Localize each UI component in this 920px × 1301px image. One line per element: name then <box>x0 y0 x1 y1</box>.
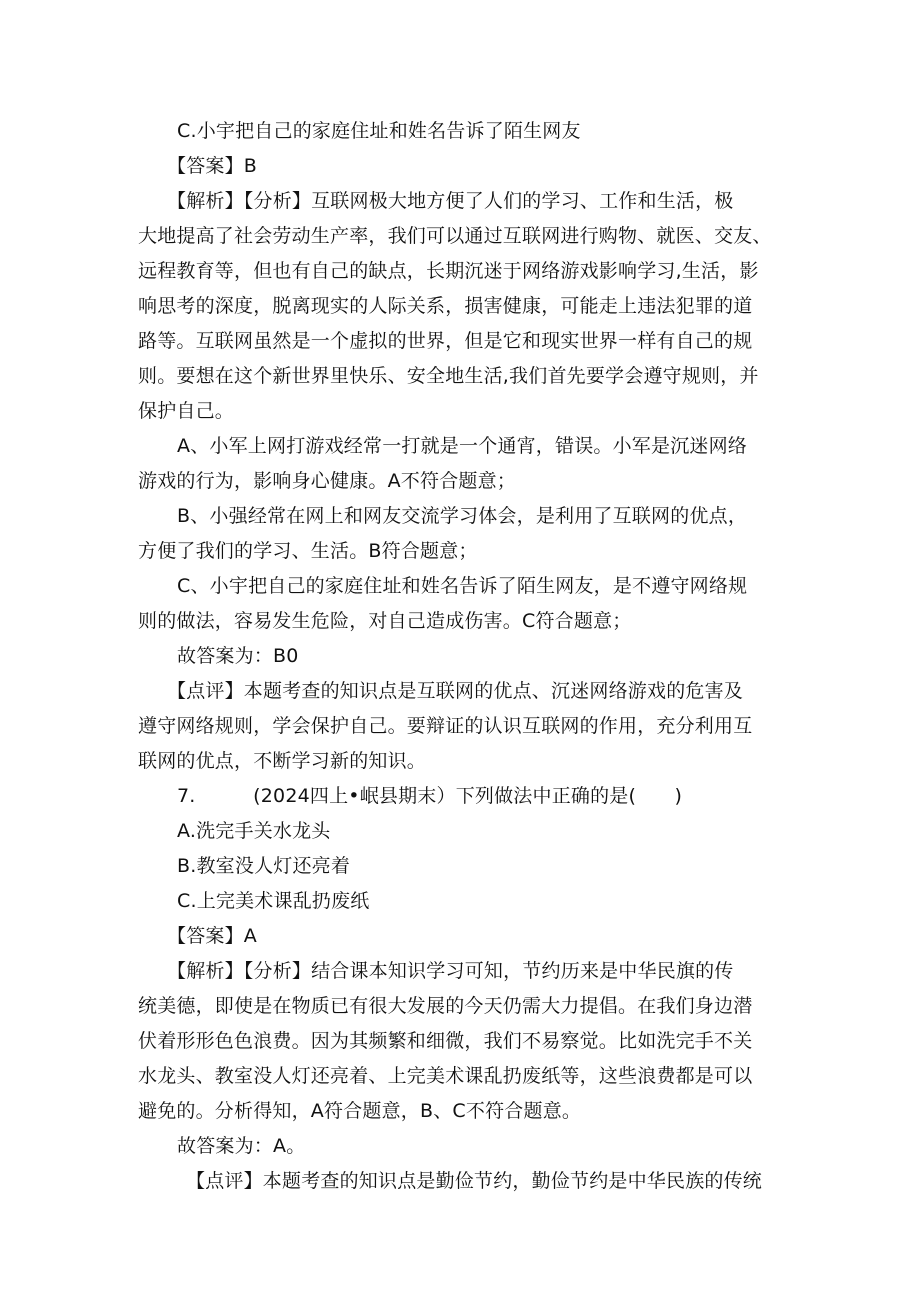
option-analysis-line: B、小强经常在网上和网友交流学习体会，是利用了互联网的优点， <box>177 505 748 527</box>
comment-line: 【点评】本题考查的知识点是勤俭节约，勤俭节约是中华民族的传统 <box>186 1170 763 1192</box>
analysis-line: 【解析】【分析】结合课本知识学习可知，节约历来是中华民旗的传 <box>167 960 734 982</box>
analysis-line: 避免的。分析得知，A符合题意，B、C不符合题意。 <box>138 1100 582 1122</box>
analysis-line: 则。要想在这个新世界里快乐、安全地生活,我们首先要学会遵守规则，并 <box>138 365 759 387</box>
final-answer-line: 故答案为：B0 <box>177 645 299 667</box>
analysis-line: 保护自己。 <box>138 400 235 422</box>
option-c-line: C.上完美术课乱扔废纸 <box>177 890 370 912</box>
analysis-line: 水龙头、教室没人灯还亮着、上完美术课乱扔废纸等，这些浪费都是可以 <box>138 1065 753 1087</box>
option-analysis-line: C、小宇把自己的家庭住址和姓名告诉了陌生网友，是不遵守网络规 <box>177 575 748 597</box>
analysis-line: 路等。互联网虽然是一个虚拟的世界，但是它和现实世界一样有自己的规 <box>138 330 753 352</box>
analysis-line: 远程教育等，但也有自己的缺点，长期沉迷于网络游戏影响学习,生活，影 <box>138 260 759 282</box>
analysis-line: 响思考的深度，脱离现实的人际关系，损害健康，可能走上违法犯罪的道 <box>138 295 753 317</box>
comment-line: 【点评】本题考查的知识点是互联网的优点、沉迷网络游戏的危害及 <box>167 680 744 702</box>
option-analysis-line: 方便了我们的学习、生活。B符合题意； <box>138 540 478 562</box>
answer-label: 【答案】A <box>167 925 257 947</box>
option-analysis-line: 游戏的行为，影响身心健康。A不符合题意； <box>138 470 516 492</box>
option-c-line: C.小宇把自己的家庭住址和姓名告诉了陌生网友 <box>177 120 581 142</box>
option-analysis-line: A、小军上网打游戏经常一打就是一个通宵，错误。小军是沉迷网络 <box>177 435 747 457</box>
comment-line: 联网的优点，不断学习新的知识。 <box>138 750 427 772</box>
comment-line: 遵守网络规则，学会保护自己。要辩证的认识互联网的作用，充分利用互 <box>138 715 753 737</box>
option-analysis-line: 则的做法，容易发生危险，对自己造成伤害。C符合题意； <box>138 610 632 632</box>
analysis-line: 大地提高了社会劳动生产率，我们可以通过互联网进行购物、就医、交友、 <box>138 225 772 247</box>
analysis-line: 统美德，即使是在物质已有很大发展的今天仍需大力提倡。在我们身边潜 <box>138 995 753 1017</box>
answer-label: 【答案】B <box>167 155 258 177</box>
question-7-stem: 7. (2024四上•岷县期末）下列做法中正确的是( ) <box>177 785 683 807</box>
option-a-line: A.洗完手关水龙头 <box>177 820 331 842</box>
analysis-line: 伏着形形色色浪费。因为其频繁和细微，我们不易察觉。比如洗完手不关 <box>138 1030 753 1052</box>
analysis-line: 【解析】【分析】互联网极大地方便了人们的学习、工作和生活，极 <box>167 190 734 212</box>
option-b-line: B.教室没人灯还亮着 <box>177 855 351 877</box>
final-answer-line: 故答案为：A。 <box>177 1135 306 1157</box>
